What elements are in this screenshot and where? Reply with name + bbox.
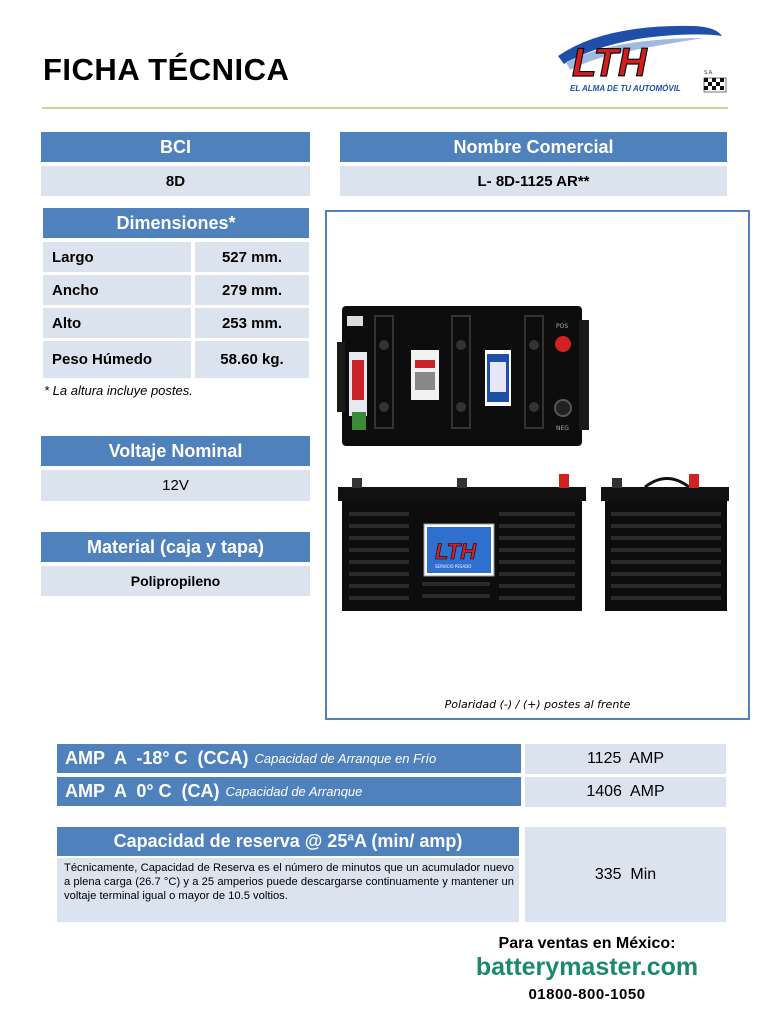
dim-label-largo: Largo xyxy=(43,242,191,272)
reserva-value: 335 Min xyxy=(525,827,726,922)
dim-value-ancho: 279 mm. xyxy=(195,275,309,305)
title-divider xyxy=(42,107,728,109)
voltaje-header: Voltaje Nominal xyxy=(41,436,310,466)
nombre-comercial-value: L- 8D-1125 AR** xyxy=(340,166,727,196)
battery-side-view xyxy=(601,474,729,611)
reserva-description: Técnicamente, Capacidad de Reserva es el número de minutos que un acumulador nuevo a plena carga (26.7 °C) y a 25 amperios puede descargarse continuamente y mantener un voltaje terminal igual o mayor de 10.5 voltios. xyxy=(57,858,519,922)
dim-value-peso: 58.60 kg. xyxy=(195,341,309,378)
pos-label: POS xyxy=(556,323,569,330)
amp-ca-header xyxy=(57,777,521,806)
lth-logo xyxy=(544,18,734,100)
logo-mark: S.A. xyxy=(704,70,714,76)
dimensiones-header: Dimensiones* xyxy=(43,208,309,238)
dim-label-ancho: Ancho xyxy=(43,275,191,305)
battery-front-view xyxy=(338,474,586,611)
dimensiones-note: * La altura incluye postes. xyxy=(44,383,193,398)
battery-photo-panel xyxy=(325,210,750,720)
ventas-label: Para ventas en México: xyxy=(498,935,676,952)
amp-cca-label: AMP A -18° C (CCA) xyxy=(65,748,249,768)
page-title: FICHA TÉCNICA xyxy=(43,52,290,87)
amp-cca-value: 1125 AMP xyxy=(525,744,726,774)
battery-top-view xyxy=(337,306,589,446)
nombre-comercial-header: Nombre Comercial xyxy=(340,132,727,162)
dim-value-largo: 527 mm. xyxy=(195,242,309,272)
material-header: Material (caja y tapa) xyxy=(41,532,310,562)
amp-cca-header xyxy=(57,744,521,773)
amp-ca-sublabel: Capacidad de Arranque xyxy=(225,784,363,799)
amp-ca-label: AMP A 0° C (CA) xyxy=(65,781,220,801)
amp-ca-value: 1406 AMP xyxy=(525,777,726,807)
dim-value-alto: 253 mm. xyxy=(195,308,309,338)
dim-label-peso: Peso Húmedo xyxy=(43,341,191,378)
material-value: Polipropileno xyxy=(41,566,310,596)
battery-label-sub: SERVICIO PESADO xyxy=(435,564,472,569)
voltaje-value: 12V xyxy=(41,470,310,501)
positive-terminal-icon xyxy=(555,336,571,352)
neg-label: NEG xyxy=(556,425,569,432)
logo-tagline: EL ALMA DE TU AUTOMÓVIL xyxy=(570,84,681,93)
dim-label-alto: Alto xyxy=(43,308,191,338)
polarity-caption: Polaridad (-) / (+) postes al frente xyxy=(444,698,631,711)
ventas-phone: 01800-800-1050 xyxy=(528,986,646,1003)
reserva-header: Capacidad de reserva @ 25ªA (min/ amp) xyxy=(57,827,519,856)
logo-brand-text: LTH xyxy=(572,41,647,85)
ventas-website-link[interactable]: batterymaster.com xyxy=(475,953,699,981)
negative-terminal-icon xyxy=(555,400,571,416)
bci-header: BCI xyxy=(41,132,310,162)
battery-label-brand: LTH xyxy=(435,539,477,564)
amp-cca-sublabel: Capacidad de Arranque en Frío xyxy=(254,751,437,766)
battery-illustration xyxy=(327,212,748,718)
bci-value: 8D xyxy=(41,166,310,196)
checkered-flag-icon xyxy=(704,78,726,92)
